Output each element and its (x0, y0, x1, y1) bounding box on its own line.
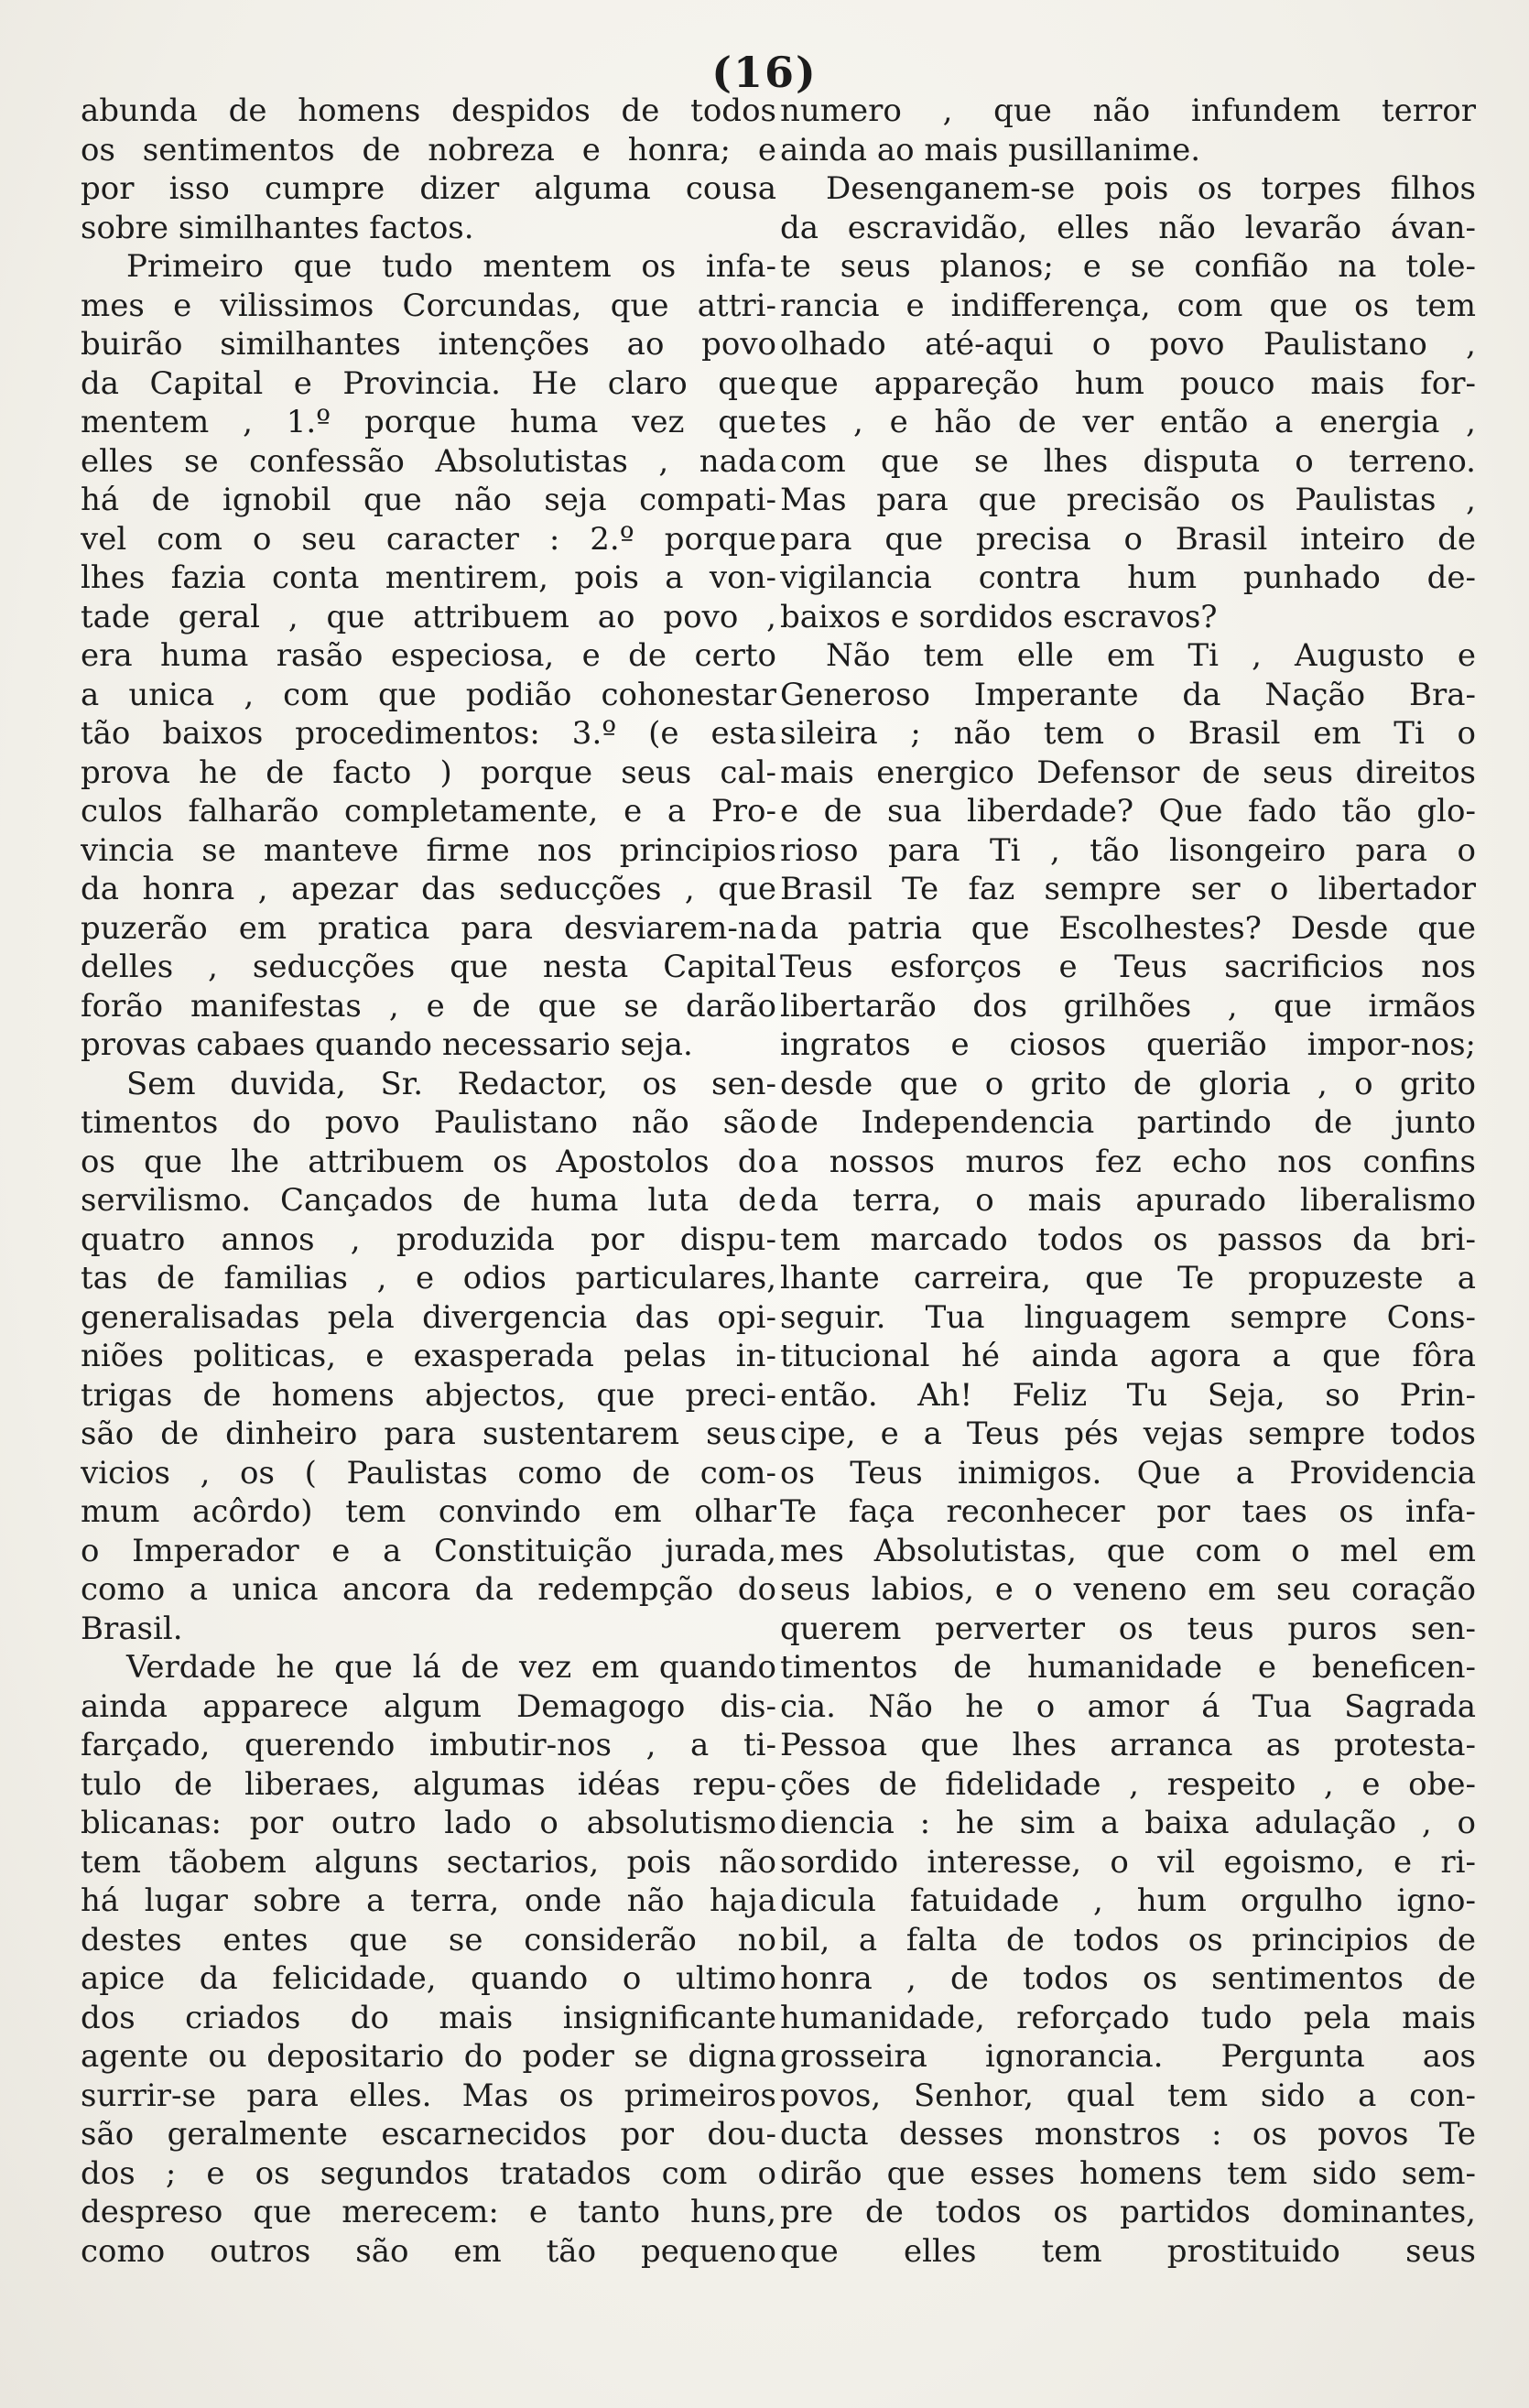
right-column-line: Mas para que precisão os Paulistas , (780, 482, 1476, 518)
left-column-line: abunda de homens despidos de todos (81, 92, 776, 129)
left-column-line: despreso que merecem: e tanto huns, (81, 2194, 776, 2230)
left-column-line: da Capital e Provincia. He claro que (81, 364, 776, 402)
right-column-line: Teus esforços e Teus sacrificios nos (780, 949, 1476, 985)
left-column-line: dos ; e os segundos tratados com o (81, 2154, 776, 2192)
right-column-line: cia. Não he o amor á Tua Sagrada (780, 1687, 1476, 1725)
right-column-line: numero , que não infundem terror (780, 92, 1476, 129)
left-column-line: timentos do povo Paulistano não são (81, 1104, 776, 1141)
right-column-line: diencia : he sim a baixa adulação , o (780, 1805, 1476, 1841)
right-column-line: rancia e indifferença, com que os tem (780, 287, 1476, 324)
left-column-line: delles , seducções que nesta Capital (81, 949, 776, 985)
right-column-line: com que se lhes disputa o terreno. (780, 442, 1476, 480)
right-column-line: olhado até-aqui o povo Paulistano , (780, 326, 1476, 363)
right-column-line: lhante carreira, que Te propuzeste a (780, 1260, 1476, 1296)
right-column-line: desde que o grito de gloria , o grito (780, 1065, 1476, 1102)
right-column-line: que elles tem prostituido seus (780, 2232, 1476, 2270)
left-column-line: quatro annos , produzida por dispu- (81, 1220, 776, 1258)
right-column-line: sileira ; não tem o Brasil em Ti o (780, 715, 1476, 752)
right-column-line: dicula fatuidade , hum orgulho igno- (780, 1882, 1476, 1919)
right-column-line: Te faça reconhecer por taes os infa- (780, 1493, 1476, 1530)
right-column-line: ducta desses monstros : os povos Te (780, 2116, 1476, 2153)
right-column-line: seus labios, e o veneno em seu coração (780, 1571, 1476, 1608)
left-column-line: como a unica ancora da redempção do (81, 1571, 776, 1608)
left-column-line: forão manifestas , e de que se darão (81, 987, 776, 1025)
left-column-line: culos falharão completamente, e a Pro- (81, 793, 776, 830)
right-column-line: titucional hé ainda agora a que fôra (780, 1338, 1476, 1374)
right-column-line: Não tem elle em Ti , Augusto e (826, 637, 1476, 674)
right-column-line: a nossos muros fez echo nos confins (780, 1143, 1476, 1180)
right-column-line: dirão que esses homens tem sido sem- (780, 2154, 1476, 2192)
left-column-line: destes entes que se considerão no (81, 1921, 776, 1958)
left-column-line: trigas de homens abjectos, que preci- (81, 1376, 776, 1414)
right-column-line: da terra, o mais apurado liberalismo (780, 1182, 1476, 1219)
left-column-line: buirão similhantes intenções ao povo (81, 326, 776, 363)
left-column-line: provas cabaes quando necessario seja. (81, 1026, 693, 1063)
left-column-line: tão baixos procedimentos: 3.º (e esta (81, 715, 776, 752)
right-column-line: humanidade, reforçado tudo pela mais (780, 1999, 1476, 2036)
left-column-line: Sem duvida, Sr. Redactor, os sen- (126, 1065, 776, 1102)
right-column (780, 92, 1476, 2271)
right-column-line: tes , e hão de ver então a energia , (780, 404, 1476, 440)
left-column-line: da honra , apezar das seducções , que (81, 871, 776, 907)
page-number: (16) (711, 48, 818, 97)
left-column-line: agente ou depositario do poder se digna (81, 2038, 776, 2075)
right-column-line: timentos de humanidade e beneficen- (780, 1649, 1476, 1686)
right-column-line: vigilancia contra hum punhado de- (780, 559, 1476, 596)
left-column-line: servilismo. Cançados de huma luta de (81, 1182, 776, 1219)
left-column-line: tas de familias , e odios particulares, (81, 1260, 776, 1296)
left-column-line: mum acôrdo) tem convindo em olhar (81, 1493, 776, 1530)
right-column-line: tem marcado todos os passos da bri- (780, 1220, 1476, 1258)
left-column-line: há de ignobil que não seja compati- (81, 482, 776, 518)
right-column-line: grosseira ignorancia. Pergunta aos (780, 2038, 1476, 2075)
left-column-line: blicanas: por outro lado o absolutismo (81, 1805, 776, 1841)
left-column-line: lhes fazia conta mentirem, pois a von- (81, 559, 776, 596)
left-column-line: há lugar sobre a terra, onde não haja (81, 1882, 776, 1919)
right-column-line: Pessoa que lhes arranca as protesta- (780, 1727, 1476, 1763)
left-column-line: apice da felicidade, quando o ultimo (81, 1960, 776, 1997)
right-column-line: os Teus inimigos. Que a Providencia (780, 1454, 1476, 1491)
left-column-line: puzerão em pratica para desviarem-na (81, 909, 776, 947)
left-column-line: tem tãobem alguns sectarios, pois não (81, 1843, 776, 1881)
right-column-line: povos, Senhor, qual tem sido a con- (780, 2077, 1476, 2114)
right-column-line: Brasil Te faz sempre ser o libertador (780, 871, 1476, 907)
right-column-line: ingratos e ciosos querião impor-nos; (780, 1026, 1476, 1063)
right-column-line: e de sua liberdade? Que fado tão glo- (780, 793, 1476, 830)
left-column-line: o Imperador e a Constituição jurada, (81, 1532, 776, 1569)
left-column-line: vicios , os ( Paulistas como de com- (81, 1454, 776, 1491)
right-column-line: sordido interesse, o vil egoismo, e ri- (780, 1843, 1476, 1881)
left-column-line: Brasil. (81, 1610, 183, 1647)
right-column-line: Generoso Imperante da Nação Bra- (780, 676, 1476, 713)
left-column-line: são de dinheiro para sustentarem seus (81, 1416, 776, 1452)
right-column-line: da patria que Escolhestes? Desde que (780, 909, 1476, 947)
left-column-line: ainda apparece algum Demagogo dis- (81, 1687, 776, 1725)
right-column-line: querem perverter os teus puros sen- (780, 1610, 1476, 1647)
right-column-line: então. Ah! Feliz Tu Seja, so Prin- (780, 1376, 1476, 1414)
left-column-line: surrir-se para elles. Mas os primeiros (81, 2077, 776, 2114)
left-column-line: elles se confessão Absolutistas , nada (81, 442, 776, 480)
left-column-line: mentem , 1.º porque huma vez que (81, 404, 776, 440)
right-column-line: rioso para Ti , tão lisongeiro para o (780, 831, 1476, 869)
left-column-line: vincia se manteve firme nos principios (81, 831, 776, 869)
right-column-line: cipe, e a Teus pés vejas sempre todos (780, 1416, 1476, 1452)
right-column-line: mais energico Defensor de seus direitos (780, 754, 1476, 791)
right-column-line: de Independencia partindo de junto (780, 1104, 1476, 1141)
left-column-line: tade geral , que attribuem ao povo , (81, 598, 776, 635)
right-column-line: ainda ao mais pusillanime. (780, 131, 1201, 168)
left-column-line: niões politicas, e exasperada pelas in- (81, 1338, 776, 1374)
left-column-line: farçado, querendo imbutir-nos , a ti- (81, 1727, 776, 1763)
left-column (81, 92, 776, 2271)
right-column-line: libertarão dos grilhões , que irmãos (780, 987, 1476, 1025)
left-column-line: vel com o seu caracter : 2.º porque (81, 520, 776, 558)
right-column-line: honra , de todos os sentimentos de (780, 1960, 1476, 1997)
right-column-line: ções de fidelidade , respeito , e obe- (780, 1765, 1476, 1803)
left-column-line: era huma rasão especiosa, e de certo (81, 637, 776, 674)
right-column-line: mes Absolutistas, que com o mel em (780, 1532, 1476, 1569)
left-column-line: prova he de facto ) porque seus cal- (81, 754, 776, 791)
left-column-line: por isso cumpre dizer alguma cousa (81, 170, 776, 207)
right-column-line: para que precisa o Brasil inteiro de (780, 520, 1476, 558)
left-column-line: tulo de liberaes, algumas idéas repu- (81, 1765, 776, 1803)
right-column-line: pre de todos os partidos dominantes, (780, 2194, 1476, 2230)
right-column-line: que appareção hum pouco mais for- (780, 364, 1476, 402)
right-column-line: te seus planos; e se confião na tole- (780, 248, 1476, 285)
right-column-line: seguir. Tua linguagem sempre Cons- (780, 1298, 1476, 1336)
right-column-line: da escravidão, elles não levarão ávan- (780, 209, 1476, 246)
left-column-line: os sentimentos de nobreza e honra; e (81, 131, 776, 168)
left-column-line: os que lhe attribuem os Apostolos do (81, 1143, 776, 1180)
left-column-line: a unica , com que podião cohonestar (81, 676, 776, 713)
left-column-line: generalisadas pela divergencia das opi- (81, 1298, 776, 1336)
left-column-line: como outros são em tão pequeno (81, 2232, 776, 2270)
left-column-line: dos criados do mais insignificante (81, 1999, 776, 2036)
left-column-line: mes e vilissimos Corcundas, que attri- (81, 287, 776, 324)
right-column-line: bil, a falta de todos os principios de (780, 1921, 1476, 1958)
right-column-line: Desenganem-se pois os torpes filhos (826, 170, 1476, 207)
right-column-line: baixos e sordidos escravos? (780, 598, 1218, 635)
left-column-line: Primeiro que tudo mentem os infa- (126, 248, 776, 285)
left-column-line: são geralmente escarnecidos por dou- (81, 2116, 776, 2153)
left-column-line: sobre similhantes factos. (81, 209, 474, 246)
left-column-line: Verdade he que lá de vez em quando (126, 1649, 776, 1686)
